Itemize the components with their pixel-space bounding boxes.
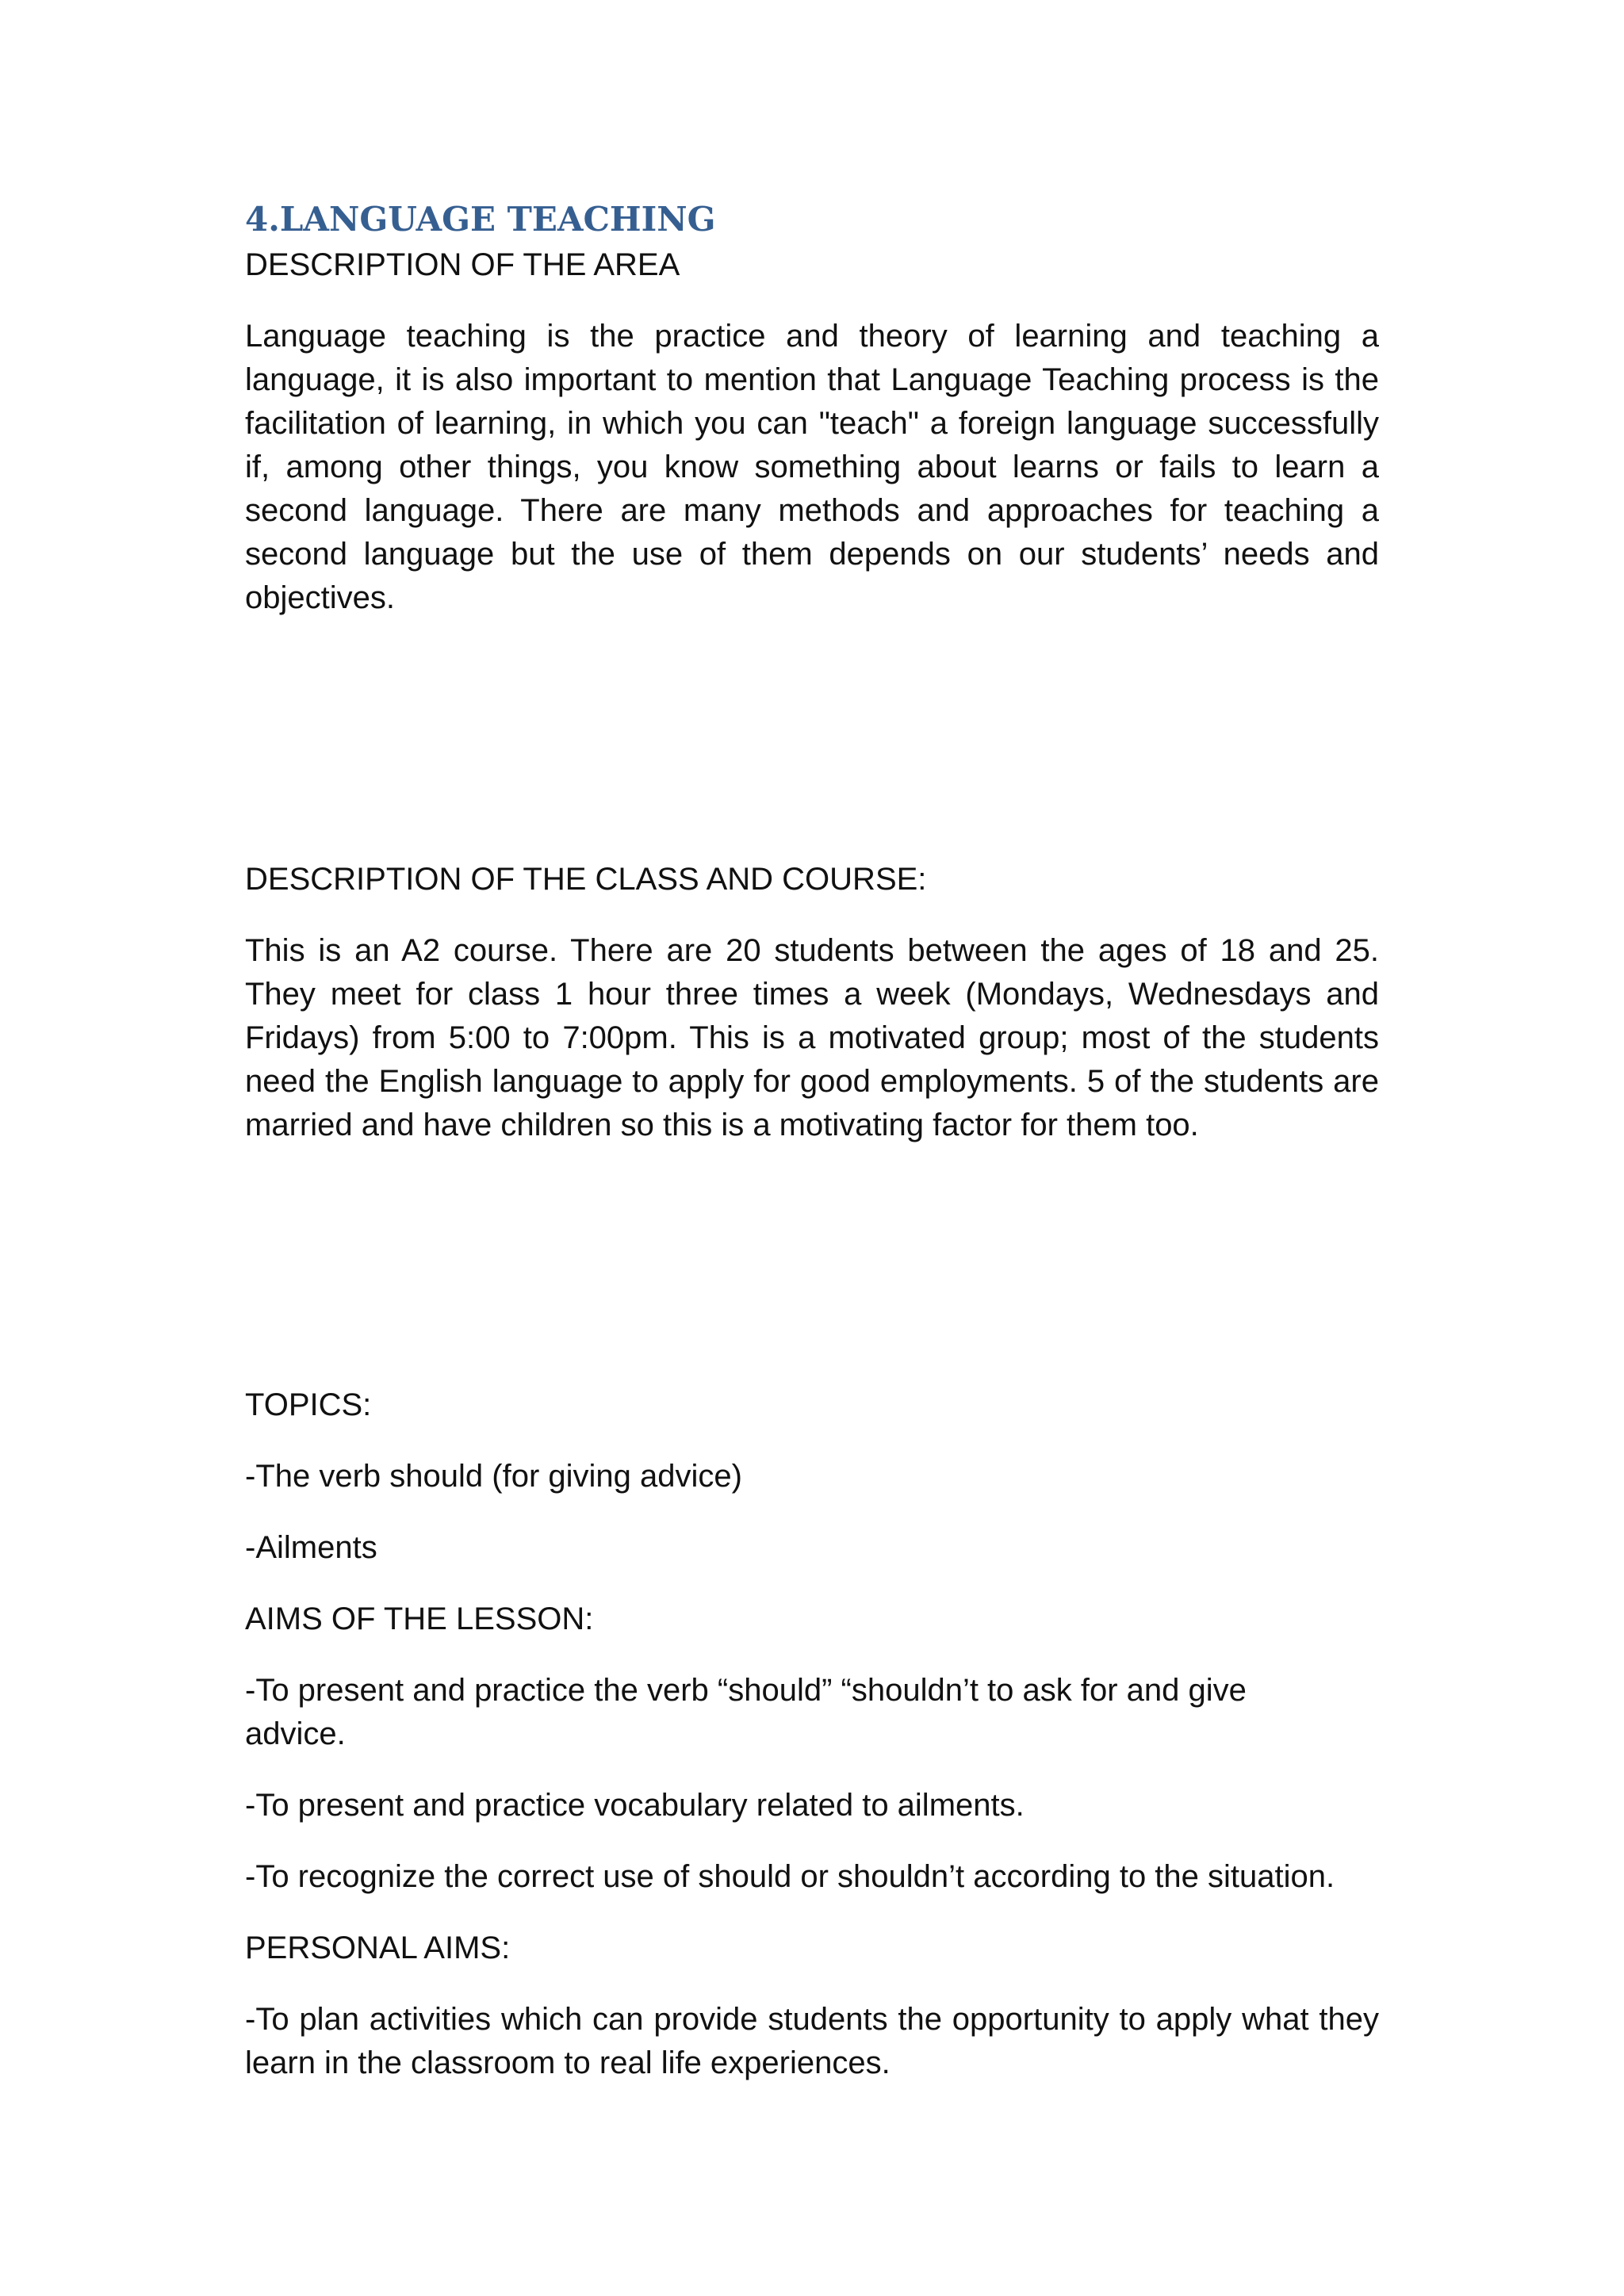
aim-item: -To present and practice the verb “should” “shouldn’t to ask for and give advice.: [245, 1673, 1247, 1751]
aim-item: -To recognize the correct use of should or shouldn’t according to the situation.: [245, 1859, 1335, 1894]
topic-item: -The verb should (for giving advice): [245, 1459, 742, 1494]
class-course-description: This is an A2 course. There are 20 students between the ages of 18 and 25. They meet for class 1 hour three times a week (Mondays, Wednesdays and Fridays) from 5:00 to 7:00pm. This is a motivated group; most of the students need the English language to apply for good employments. 5 of the students are married and have children so this is a motivating factor for them too.: [245, 933, 1379, 1142]
area-description: Language teaching is the practice and theory of learning and teaching a language, it is also important to mention that Language Teaching process is the facilitation of learning, in which you can "teach" a foreign language successfully if, among other things, you know something about learns or fails to learn a second language. There are many methods and approaches for teaching a second language but the use of them depends on our students’ needs and objectives.: [245, 319, 1379, 615]
personal-aim-item: -To plan activities which can provide students the opportunity to apply what they learn in the classroom to real life experiences.: [245, 2002, 1379, 2080]
topic-item: -Ailments: [245, 1530, 377, 1565]
aims-heading: AIMS OF THE LESSON:: [245, 1601, 594, 1636]
page-title: 4.LANGUAGE TEACHING: [245, 200, 716, 239]
personal-aims-heading: PERSONAL AIMS:: [245, 1931, 511, 1965]
aim-item: -To present and practice vocabulary related to ailments.: [245, 1788, 1025, 1823]
area-heading: DESCRIPTION OF THE AREA: [245, 247, 680, 282]
topics-heading: TOPICS:: [245, 1387, 372, 1422]
class-course-heading: DESCRIPTION OF THE CLASS AND COURSE:: [245, 862, 927, 897]
